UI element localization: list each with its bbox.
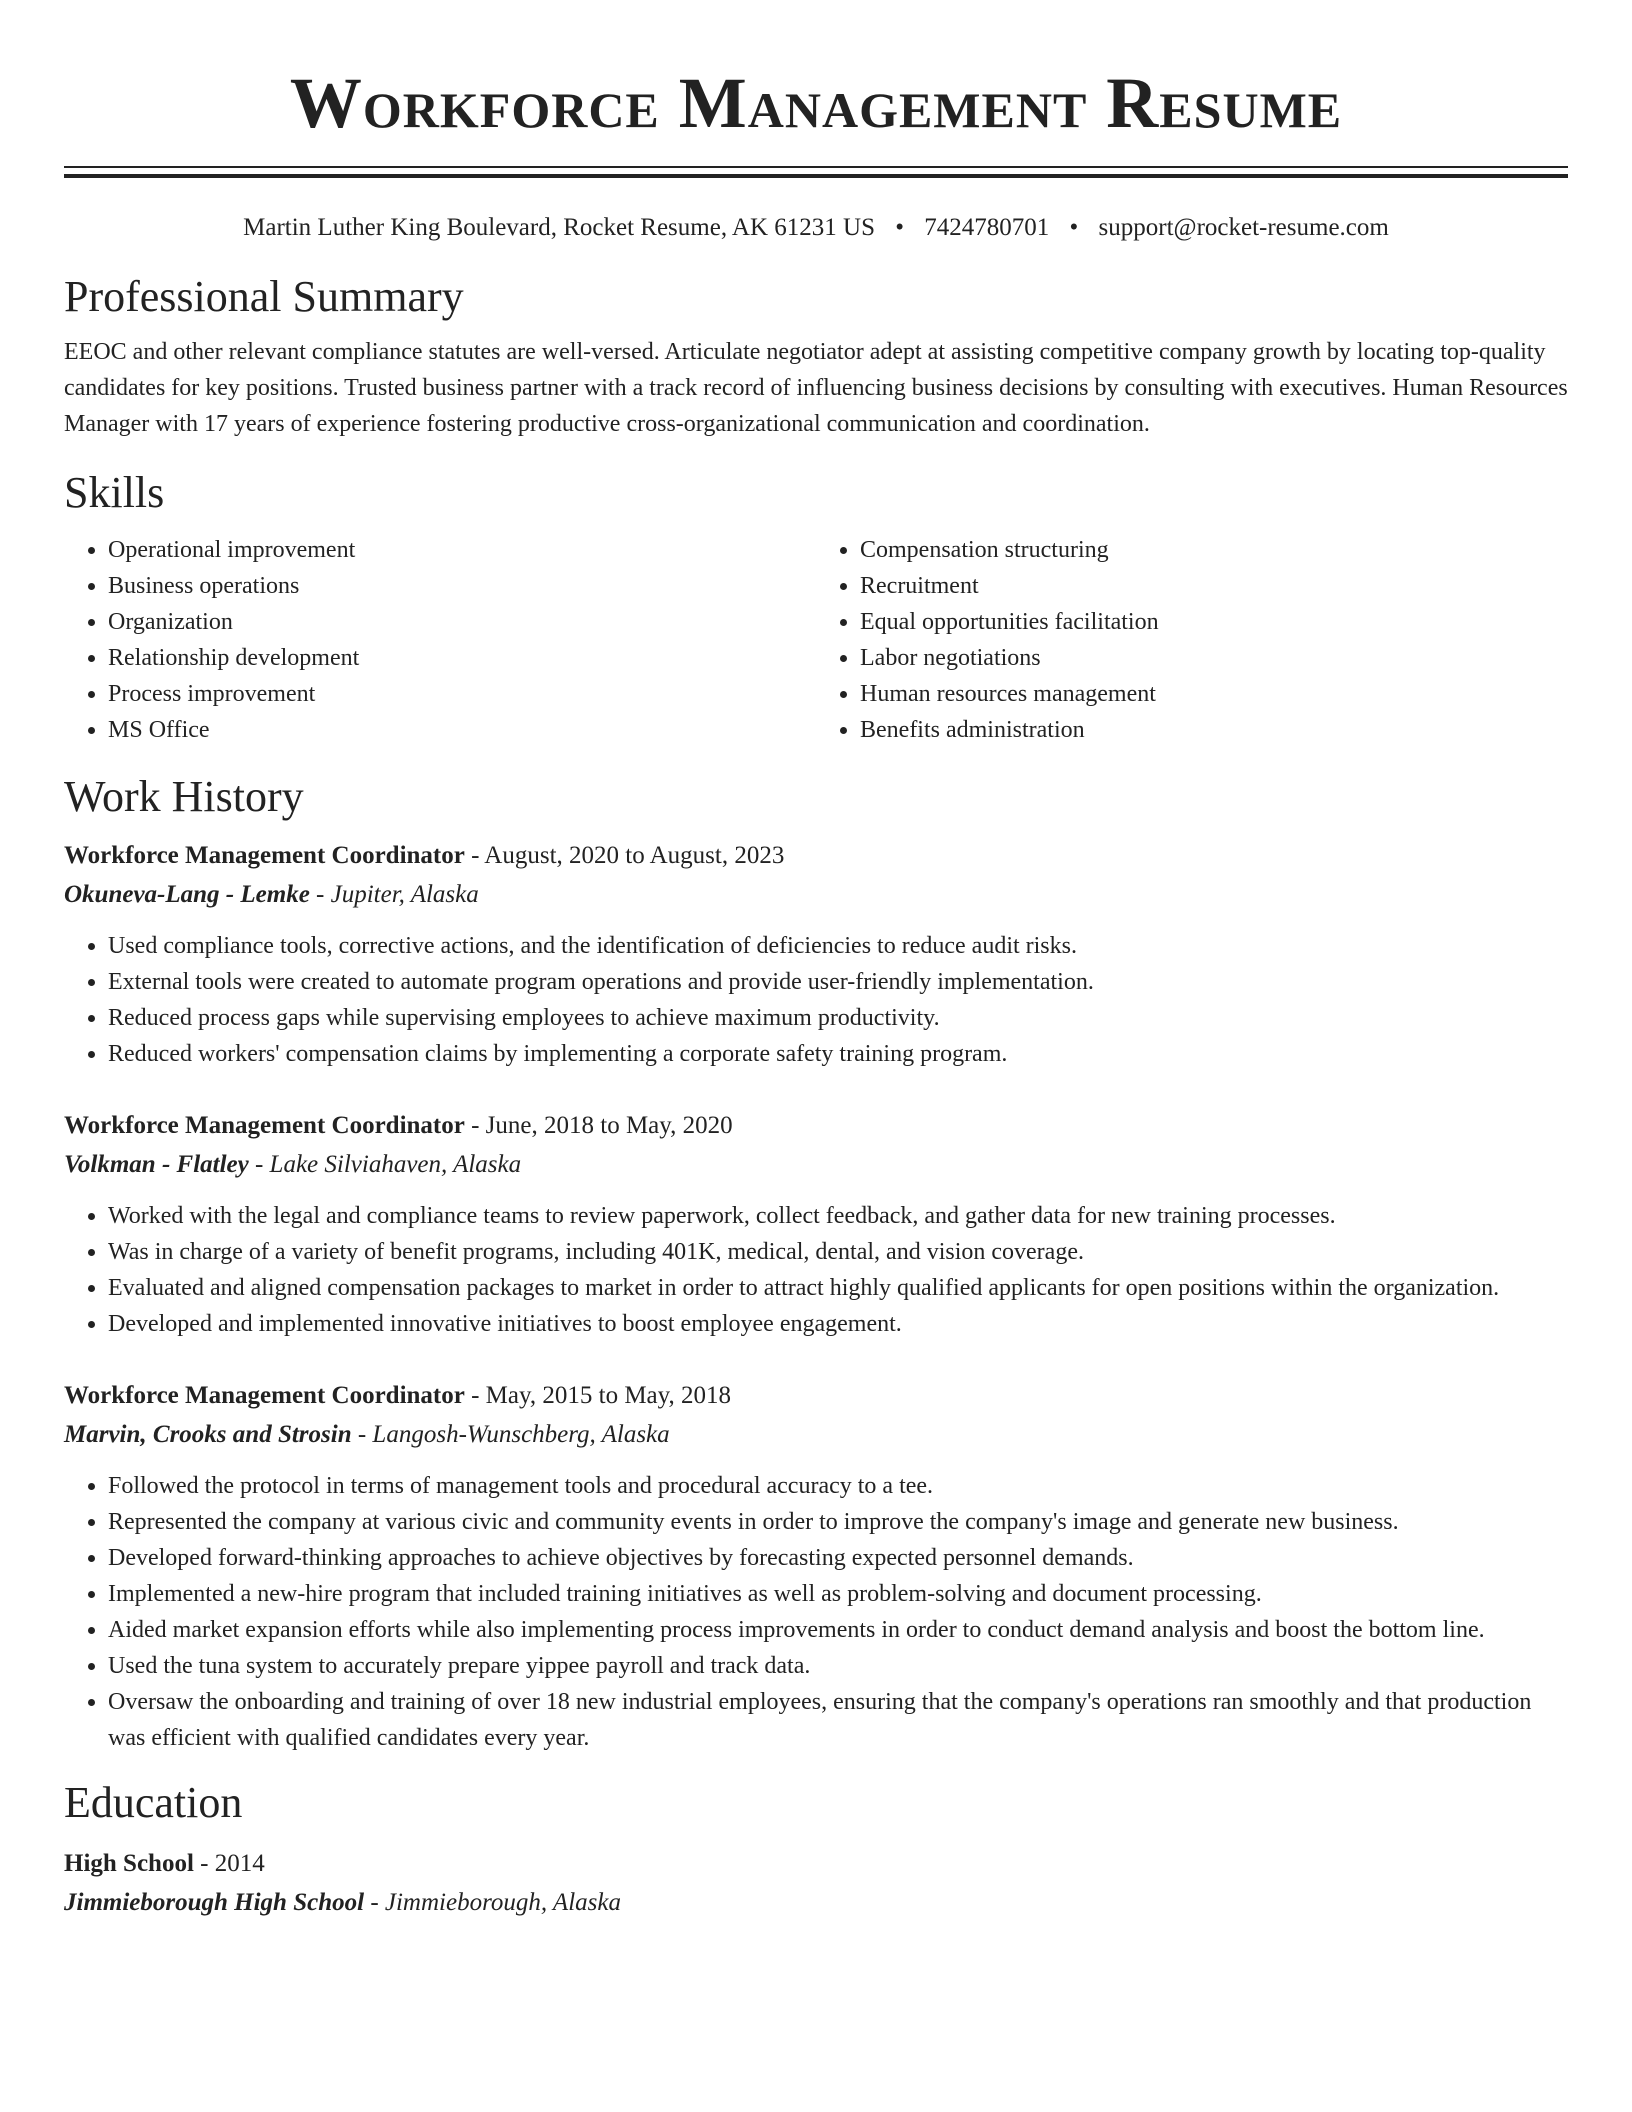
- company-location: - Jupiter, Alaska: [309, 881, 479, 908]
- skill-item: • Equal opportunities facilitation: [860, 604, 1568, 640]
- contact-phone: 7424780701: [924, 214, 1050, 241]
- job-title-line: [64, 836, 1568, 875]
- job-bullet: • Oversaw the onboarding and training of over 18 new industrial employees, ensuring that the company's operations ran smoothly and that production was efficient with qualified candidates every year.: [108, 1684, 1568, 1756]
- job-bullet: • Evaluated and aligned compensation packages to market in order to attract highly qualified applicants for open positions within the organization.: [108, 1270, 1568, 1306]
- job-entry: [64, 1376, 1568, 1756]
- graduation-year: - 2014: [193, 1850, 265, 1877]
- job-dates: - August, 2020 to August, 2023: [464, 842, 785, 869]
- work-history-section: [64, 770, 1568, 1756]
- education-entry: [64, 1844, 1568, 1922]
- job-bullet: • Used compliance tools, corrective actions, and the identification of deficiencies to reduce audit risks.: [108, 928, 1568, 964]
- skills-list-right: [816, 532, 1568, 748]
- skill-item: • Human resources management: [860, 676, 1568, 712]
- skill-item: • Process improvement: [108, 676, 816, 712]
- job-bullet: • Developed and implemented innovative initiatives to boost employee engagement.: [108, 1306, 1568, 1342]
- job-bullet: • Developed forward-thinking approaches to achieve objectives by forecasting expected personnel demands.: [108, 1540, 1568, 1576]
- skill-item: • Business operations: [108, 568, 816, 604]
- contact-email: support@rocket-resume.com: [1098, 214, 1389, 241]
- company-name: Marvin, Crooks and Strosin: [64, 1421, 352, 1448]
- skills-section: [64, 466, 1568, 748]
- contact-address: Martin Luther King Boulevard, Rocket Resume, AK 61231 US: [243, 214, 876, 241]
- job-bullet: • Followed the protocol in terms of management tools and procedural accuracy to a tee.: [108, 1468, 1568, 1504]
- job-bullet: • Used the tuna system to accurately prepare yippee payroll and track data.: [108, 1648, 1568, 1684]
- job-title: Workforce Management Coordinator: [64, 1382, 465, 1409]
- skill-item: • Relationship development: [108, 640, 816, 676]
- education-section: [64, 1776, 1568, 1922]
- skill-item: • MS Office: [108, 712, 816, 748]
- company-line: [64, 1145, 1568, 1184]
- job-entry: [64, 836, 1568, 1072]
- skill-item: • Organization: [108, 604, 816, 640]
- title-divider-thick: [64, 174, 1568, 178]
- degree: High School: [64, 1850, 194, 1877]
- contact-line: [64, 212, 1568, 244]
- job-bullet: • Reduced process gaps while supervising employees to achieve maximum productivity.: [108, 1000, 1568, 1036]
- title-divider-thin: [64, 166, 1568, 168]
- job-entry: [64, 1106, 1568, 1342]
- skill-item: • Recruitment: [860, 568, 1568, 604]
- skills-columns: [64, 532, 1568, 748]
- school-line: [64, 1883, 1568, 1922]
- section-heading-work-history: Work History: [64, 772, 304, 821]
- job-title-line: [64, 1376, 1568, 1415]
- school-name: Jimmieborough High School: [64, 1889, 365, 1916]
- job-bullet: • Reduced workers' compensation claims by implementing a corporate safety training program.: [108, 1036, 1568, 1072]
- job-title: Workforce Management Coordinator: [64, 1112, 465, 1139]
- contact-separator: •: [895, 214, 905, 241]
- job-bullet: • External tools were created to automate program operations and provide user-friendly implementation.: [108, 964, 1568, 1000]
- job-bullets: [64, 928, 1568, 1072]
- job-bullet: • Implemented a new-hire program that included training initiatives as well as problem-solving and document processing.: [108, 1576, 1568, 1612]
- skill-item: • Labor negotiations: [860, 640, 1568, 676]
- job-bullet: • Represented the company at various civic and community events in order to improve the company's image and generate new business.: [108, 1504, 1568, 1540]
- job-bullets: [64, 1468, 1568, 1756]
- skills-list-left: [64, 532, 816, 748]
- job-bullet: • Was in charge of a variety of benefit programs, including 401K, medical, dental, and vision coverage.: [108, 1234, 1568, 1270]
- school-location: - Jimmieborough, Alaska: [364, 1889, 621, 1916]
- section-heading-education: Education: [64, 1778, 243, 1827]
- contact-separator: •: [1069, 214, 1079, 241]
- job-bullet: • Aided market expansion efforts while also implementing process improvements in order to conduct demand analysis and boost the bottom line.: [108, 1612, 1568, 1648]
- job-title-line: [64, 1106, 1568, 1145]
- skill-item: • Compensation structuring: [860, 532, 1568, 568]
- company-line: [64, 875, 1568, 914]
- company-name: Volkman - Flatley: [64, 1151, 249, 1178]
- summary-text: EEOC and other relevant compliance statutes are well-versed. Articulate negotiator adept at assisting competitive company growth by locating top-quality candidates for key positions. Trusted business partner with a track record of influencing business decisions by consulting with executives. Human Resources Manager with 17 years of experience fostering productive cross-organizational communication and coordination.: [64, 339, 1568, 437]
- company-line: [64, 1415, 1568, 1454]
- degree-line: [64, 1844, 1568, 1883]
- job-bullet: • Worked with the legal and compliance teams to review paperwork, collect feedback, and gather data for new training processes.: [108, 1198, 1568, 1234]
- professional-summary-section: [64, 270, 1568, 442]
- job-bullets: [64, 1198, 1568, 1342]
- company-location: - Lake Silviahaven, Alaska: [248, 1151, 522, 1178]
- skill-item: • Operational improvement: [108, 532, 816, 568]
- resume-title: Workforce Management Resume: [289, 63, 1343, 143]
- skill-item: • Benefits administration: [860, 712, 1568, 748]
- job-dates: - June, 2018 to May, 2020: [464, 1112, 733, 1139]
- section-heading-skills: Skills: [64, 468, 165, 517]
- company-location: - Langosh-Wunschberg, Alaska: [351, 1421, 670, 1448]
- job-title: Workforce Management Coordinator: [64, 842, 465, 869]
- section-heading-summary: Professional Summary: [64, 272, 464, 321]
- company-name: Okuneva-Lang - Lemke: [64, 881, 310, 908]
- job-dates: - May, 2015 to May, 2018: [464, 1382, 732, 1409]
